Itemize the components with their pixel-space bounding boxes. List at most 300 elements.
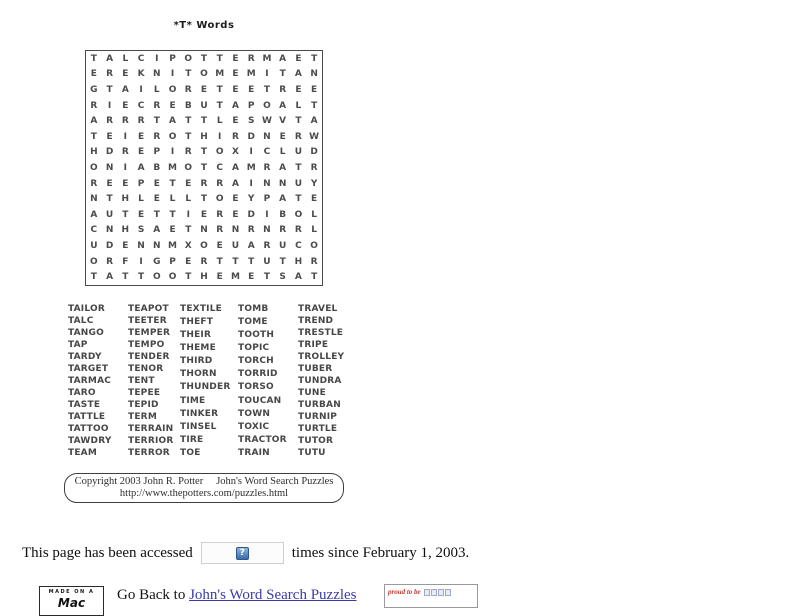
- word-list-item: TEMPER: [128, 328, 171, 338]
- grid-letter: A: [121, 84, 129, 95]
- word-list-item: TREND: [298, 316, 334, 326]
- grid-letter: R: [106, 256, 114, 267]
- grid-letter: E: [248, 84, 255, 95]
- word-list-item: TOUCAN: [238, 395, 282, 406]
- grid-letter: U: [294, 147, 303, 158]
- grid-letter: M: [246, 162, 256, 173]
- grid-letter: I: [170, 147, 175, 158]
- grid-letter: I: [155, 53, 159, 64]
- word-list-item: TRAVEL: [298, 304, 338, 314]
- grid-letter: P: [137, 178, 145, 189]
- grid-letter: D: [310, 147, 318, 158]
- grid-letter: T: [216, 84, 223, 95]
- grid-letter: O: [310, 240, 318, 251]
- grid-letter: A: [231, 162, 239, 173]
- word-list-item: TERM: [128, 412, 157, 422]
- grid-letter: E: [122, 100, 129, 111]
- grid-letter: R: [263, 240, 271, 251]
- word-list-item: TENDER: [128, 352, 170, 362]
- grid-letter: T: [311, 53, 318, 64]
- grid-letter: M: [230, 272, 240, 283]
- grid-letter: R: [279, 225, 287, 236]
- word-list-column: [180, 304, 238, 458]
- word-list-column: [128, 304, 180, 458]
- go-back-prefix: Go Back to: [117, 587, 190, 603]
- grid-letter: E: [248, 272, 255, 283]
- grid-letter: A: [294, 69, 302, 80]
- grid-letter: R: [294, 131, 302, 142]
- grid-letter: M: [246, 69, 256, 80]
- word-list-item: TOPIC: [238, 343, 270, 354]
- word-list-item: TOMB: [238, 304, 269, 314]
- grid-letter: T: [200, 162, 208, 173]
- word-list-item: THEME: [180, 343, 216, 354]
- grid-letter: N: [231, 225, 240, 236]
- grid-letter: E: [232, 69, 239, 80]
- word-list-item: TIME: [180, 395, 206, 406]
- word-list-item: TINSEL: [180, 421, 217, 432]
- grid-letter: E: [153, 194, 160, 205]
- grid-letter: R: [216, 225, 224, 236]
- grid-letter: I: [123, 162, 127, 173]
- grid-letter: E: [169, 225, 176, 236]
- grid-letter: T: [263, 84, 270, 95]
- grid-letter: N: [200, 225, 208, 236]
- grid-letter: E: [122, 69, 129, 80]
- grid-letter: N: [278, 178, 287, 189]
- grid-letter: L: [216, 116, 223, 127]
- word-list-column: [68, 304, 128, 458]
- grid-letter: E: [90, 69, 97, 80]
- grid-letter: T: [216, 53, 223, 64]
- grid-letter: C: [137, 100, 145, 111]
- grid-letter: E: [169, 100, 176, 111]
- grid-letter: R: [184, 147, 192, 158]
- grid-letter: C: [263, 147, 271, 158]
- go-back-line: [117, 587, 357, 604]
- word-list-item: TERROR: [128, 448, 170, 458]
- grid-letter: E: [232, 209, 239, 220]
- grid-letter: E: [216, 240, 223, 251]
- grid-letter: V: [279, 116, 287, 127]
- grid-letter: B: [153, 162, 161, 173]
- grid-letter: B: [279, 209, 287, 220]
- word-list-item: TOXIC: [238, 421, 270, 432]
- grid-letter: E: [185, 178, 192, 189]
- word-list-item: TEXTILE: [180, 304, 222, 314]
- grid-letter: E: [295, 53, 302, 64]
- word-list-item: TARO: [68, 388, 96, 398]
- copyright-text: Copyright 2003 John R. Potter: [74, 476, 204, 487]
- grid-letter: E: [232, 194, 239, 205]
- grid-letter: K: [137, 69, 145, 80]
- word-list-item: TARDY: [68, 352, 102, 362]
- grid-letter: E: [122, 240, 129, 251]
- grid-letter: H: [294, 256, 303, 267]
- grid-letter: A: [231, 178, 239, 189]
- grid-letter: T: [295, 116, 302, 127]
- grid-letter: N: [105, 162, 114, 173]
- word-list-item: TRAIN: [238, 447, 270, 458]
- grid-letter: H: [121, 225, 130, 236]
- grid-letter: E: [106, 178, 113, 189]
- grid-letter: Y: [247, 194, 255, 205]
- grid-letter: D: [105, 147, 114, 158]
- word-list-item: TORSO: [238, 382, 274, 393]
- word-list-column: [238, 304, 298, 458]
- grid-letter: A: [169, 116, 176, 127]
- grid-letter: G: [90, 84, 98, 95]
- grid-letter: D: [105, 240, 114, 251]
- grid-letter: T: [216, 100, 223, 111]
- grid-letter: O: [215, 147, 224, 158]
- grid-letter: I: [139, 84, 143, 95]
- grid-letter: O: [184, 53, 193, 64]
- grid-letter: A: [153, 225, 161, 236]
- grid-letter: X: [231, 147, 239, 158]
- word-list-item: THORN: [180, 369, 217, 380]
- grid-letter: E: [106, 131, 113, 142]
- grid-letter: N: [263, 225, 271, 236]
- grid-letter: I: [265, 69, 269, 80]
- grid-letter: T: [279, 69, 286, 80]
- word-list-item: TORCH: [238, 356, 274, 367]
- word-list-item: TURBAN: [298, 400, 341, 410]
- grid-letter: U: [90, 240, 98, 251]
- word-list-item: TAWDRY: [68, 436, 112, 446]
- counter-text-before: This page has been accessed: [22, 544, 193, 561]
- grid-letter: R: [121, 147, 129, 158]
- grid-letter: P: [169, 53, 176, 64]
- grid-letter: L: [311, 209, 317, 220]
- grid-letter: M: [262, 53, 272, 64]
- grid-letter: T: [185, 131, 192, 142]
- grid-letter: E: [200, 84, 208, 95]
- grid-letter: O: [168, 84, 177, 95]
- grid-letter: R: [310, 256, 318, 267]
- grid-letter: T: [248, 256, 255, 267]
- word-list-item: TEPEE: [128, 388, 161, 398]
- word-list-item: TANGO: [68, 328, 104, 338]
- grid-letter: A: [247, 240, 255, 251]
- grid-letter: Y: [310, 178, 318, 189]
- word-list-item: TEAM: [68, 448, 98, 458]
- grid-letter: R: [294, 225, 302, 236]
- word-list-item: TERRIOR: [128, 436, 174, 446]
- grid-letter: P: [247, 100, 255, 111]
- counter-text-after: times since February 1, 2003.: [291, 544, 470, 561]
- grid-letter: T: [295, 194, 302, 205]
- copyright-box: [64, 473, 344, 503]
- grid-letter: E: [232, 116, 239, 127]
- word-list-item: TOME: [238, 317, 268, 328]
- grid-letter: T: [153, 116, 160, 127]
- word-list-item: TUNE: [298, 388, 326, 398]
- grid-letter: E: [311, 84, 318, 95]
- grid-letter: P: [169, 256, 176, 267]
- grid-letter: E: [137, 131, 145, 142]
- mac-badge-bottom-label: Mac: [57, 596, 86, 610]
- grid-letter: A: [310, 116, 318, 127]
- word-list-item: THIRD: [180, 356, 213, 367]
- grid-letter: U: [231, 240, 240, 251]
- grid-letter: A: [294, 272, 302, 283]
- grid-letter: T: [311, 100, 318, 111]
- word-list-item: TEAPOT: [128, 304, 169, 314]
- grid-letter: N: [263, 131, 271, 142]
- grid-letter: T: [137, 272, 145, 283]
- grid-letter: R: [184, 84, 192, 95]
- grid-letter: O: [90, 162, 98, 173]
- grid-letter: L: [153, 84, 160, 95]
- word-list-item: TUBER: [298, 364, 333, 374]
- grid-letter: U: [263, 256, 271, 267]
- grid-letter: I: [218, 131, 222, 142]
- grid-letter: A: [279, 53, 287, 64]
- grid-letter: I: [139, 256, 143, 267]
- grid-letter: O: [168, 131, 177, 142]
- grid-letter: E: [216, 272, 223, 283]
- grid-letter: W: [309, 131, 320, 142]
- proud-badge-label: proud to be: [388, 588, 421, 596]
- grid-letter: L: [122, 53, 129, 64]
- grid-letter: B: [184, 100, 192, 111]
- grid-letter: A: [106, 53, 114, 64]
- hit-counter-broken-image: [201, 542, 284, 564]
- word-list-item: TAP: [68, 340, 88, 350]
- word-list-item: THUNDER: [180, 382, 231, 393]
- word-search-grid: [85, 50, 323, 286]
- grid-letter: R: [153, 100, 161, 111]
- grid-letter: R: [231, 131, 239, 142]
- grid-letter: O: [200, 69, 208, 80]
- grid-letter: E: [137, 147, 145, 158]
- grid-letter: L: [311, 225, 317, 236]
- grid-letter: C: [216, 162, 224, 173]
- grid-letter: E: [200, 209, 208, 220]
- grid-letter: A: [90, 209, 98, 220]
- grid-letter: R: [90, 178, 98, 189]
- made-on-a-mac-badge: [39, 586, 104, 616]
- grid-letter: T: [200, 116, 208, 127]
- grid-letter: L: [279, 147, 286, 158]
- grid-letter: R: [106, 116, 114, 127]
- word-list-item: TINKER: [180, 408, 219, 419]
- word-list-item: TRESTLE: [298, 328, 344, 338]
- mac-badge-top-label: MADE ON A: [48, 589, 95, 595]
- puzzle-title: *T* Words: [173, 20, 235, 31]
- grid-letter: W: [261, 116, 272, 127]
- grid-letter: D: [247, 131, 255, 142]
- go-back-link[interactable]: John's Word Search Puzzles: [189, 587, 357, 603]
- grid-letter: E: [122, 178, 129, 189]
- grid-letter: O: [215, 194, 224, 205]
- grid-letter: T: [90, 53, 97, 64]
- grid-letter: T: [295, 162, 302, 173]
- grid-letter: C: [295, 240, 302, 251]
- word-list-item: TUTOR: [298, 436, 334, 446]
- grid-letter: D: [247, 209, 255, 220]
- grid-letter: A: [90, 116, 98, 127]
- grid-letter: O: [200, 240, 208, 251]
- word-list-item: TOOTH: [238, 330, 275, 341]
- grid-letter: G: [153, 256, 161, 267]
- grid-letter: L: [169, 194, 176, 205]
- grid-letter: R: [90, 100, 98, 111]
- grid-letter: R: [121, 116, 129, 127]
- grid-letter: N: [153, 69, 161, 80]
- grid-letter: E: [279, 131, 286, 142]
- word-list: [68, 304, 344, 458]
- grid-letter: I: [249, 147, 253, 158]
- grid-letter: I: [107, 100, 112, 111]
- grid-letter: O: [90, 256, 98, 267]
- grid-letter: E: [185, 256, 192, 267]
- word-list-item: TUNDRA: [298, 376, 342, 386]
- grid-letter: C: [90, 225, 98, 236]
- grid-letter: M: [168, 162, 177, 173]
- grid-letter: R: [106, 69, 114, 80]
- grid-letter: E: [137, 209, 145, 220]
- grid-letter: T: [185, 225, 192, 236]
- word-list-item: TEPID: [128, 400, 159, 410]
- grid-letter: R: [247, 53, 255, 64]
- grid-letter: O: [263, 100, 271, 111]
- grid-letter: C: [137, 53, 145, 64]
- grid-letter: P: [263, 194, 271, 205]
- grid-letter: T: [153, 209, 160, 220]
- grid-letter: E: [232, 84, 239, 95]
- grid-letter: T: [106, 194, 113, 205]
- grid-letter: R: [263, 162, 271, 173]
- word-list-item: TOE: [180, 447, 201, 458]
- proud-to-be-badge: [384, 584, 478, 608]
- grid-letter: N: [90, 194, 98, 205]
- grid-letter: S: [137, 225, 145, 236]
- word-list-item: TURNIP: [298, 412, 338, 422]
- grid-letter: I: [186, 209, 190, 220]
- grid-letter: R: [279, 84, 287, 95]
- word-list-item: TIRE: [180, 434, 204, 445]
- grid-letter: U: [200, 100, 208, 111]
- word-list-item: TARMAC: [68, 376, 112, 386]
- word-list-item: TUTU: [298, 448, 326, 458]
- grid-letter: O: [294, 209, 303, 220]
- grid-letter: R: [216, 209, 224, 220]
- grid-letter: R: [200, 178, 208, 189]
- grid-letter: I: [249, 178, 253, 189]
- grid-letter: T: [200, 147, 208, 158]
- grid-letter: U: [105, 209, 114, 220]
- grid-letter: S: [279, 272, 286, 283]
- grid-letter: H: [90, 147, 98, 158]
- hit-counter-line: [22, 542, 469, 564]
- word-list-item: TATTOO: [68, 424, 109, 434]
- word-list-item: TRIPE: [298, 340, 329, 350]
- grid-letter: P: [153, 147, 161, 158]
- word-list-item: TENT: [128, 376, 155, 386]
- grid-letter: O: [184, 162, 193, 173]
- grid-letter: N: [153, 240, 161, 251]
- grid-letter: O: [168, 272, 177, 283]
- grid-letter: M: [168, 240, 177, 251]
- grid-letter: I: [170, 69, 175, 80]
- copyright-site-name: John's Word Search Puzzles: [216, 476, 334, 487]
- grid-letter: T: [263, 272, 270, 283]
- grid-letter: U: [294, 178, 303, 189]
- grid-letter: A: [279, 162, 287, 173]
- grid-letter: M: [215, 69, 225, 80]
- word-list-item: TROLLEY: [298, 352, 345, 362]
- grid-letter: R: [216, 178, 224, 189]
- word-list-item: TRACTOR: [238, 434, 287, 445]
- word-list-item: TENOR: [128, 364, 164, 374]
- word-list-column: [298, 304, 344, 458]
- grid-letter: E: [232, 53, 239, 64]
- grid-letter: T: [200, 194, 208, 205]
- grid-letter: R: [153, 131, 161, 142]
- word-list-item: TURTLE: [298, 424, 338, 434]
- grid-letter: R: [247, 225, 255, 236]
- grid-letter: I: [123, 131, 127, 142]
- word-list-item: TORRID: [238, 369, 278, 380]
- grid-letter: L: [295, 100, 302, 111]
- grid-letter: H: [200, 131, 208, 142]
- grid-letter: T: [279, 256, 286, 267]
- grid-letter: T: [106, 84, 113, 95]
- grid-letter: L: [138, 194, 144, 205]
- word-list-item: THEIR: [180, 330, 212, 341]
- grid-letter: L: [185, 194, 192, 205]
- word-list-item: TOWN: [238, 408, 271, 419]
- grid-letter: N: [263, 178, 271, 189]
- grid-letter: E: [153, 178, 160, 189]
- grid-letter: T: [169, 209, 176, 220]
- broken-image-icon: ?: [236, 547, 249, 560]
- grid-letter: O: [152, 272, 161, 283]
- grid-letter: X: [184, 240, 192, 251]
- grid-letter: R: [200, 256, 208, 267]
- word-list-item: THEFT: [180, 317, 214, 328]
- grid-letter: T: [185, 116, 192, 127]
- grid-letter: N: [105, 225, 114, 236]
- grid-letter: A: [279, 100, 287, 111]
- grid-letter: T: [216, 256, 223, 267]
- word-list-item: TALC: [68, 316, 94, 326]
- grid-letter: N: [310, 69, 318, 80]
- grid-letter: N: [137, 240, 145, 251]
- grid-letter: U: [279, 240, 287, 251]
- grid-letter: T: [90, 272, 97, 283]
- grid-letter: T: [169, 178, 176, 189]
- grid-letter: F: [122, 256, 129, 267]
- grid-letter: T: [90, 131, 97, 142]
- word-list-item: TERRAIN: [128, 424, 174, 434]
- grid-letter: H: [200, 272, 208, 283]
- word-list-item: TEMPO: [128, 340, 165, 350]
- grid-letter: T: [185, 272, 192, 283]
- grid-letter: T: [311, 272, 318, 283]
- grid-letter: I: [265, 209, 269, 220]
- grid-letter: R: [310, 162, 318, 173]
- grid-letter: E: [311, 194, 318, 205]
- grid-letter: T: [122, 272, 129, 283]
- grid-letter: A: [137, 162, 145, 173]
- proud-badge-illegible-glyphs: [424, 589, 451, 596]
- grid-letter: R: [137, 116, 145, 127]
- grid-letter: T: [232, 256, 239, 267]
- word-list-item: TAILOR: [68, 304, 105, 314]
